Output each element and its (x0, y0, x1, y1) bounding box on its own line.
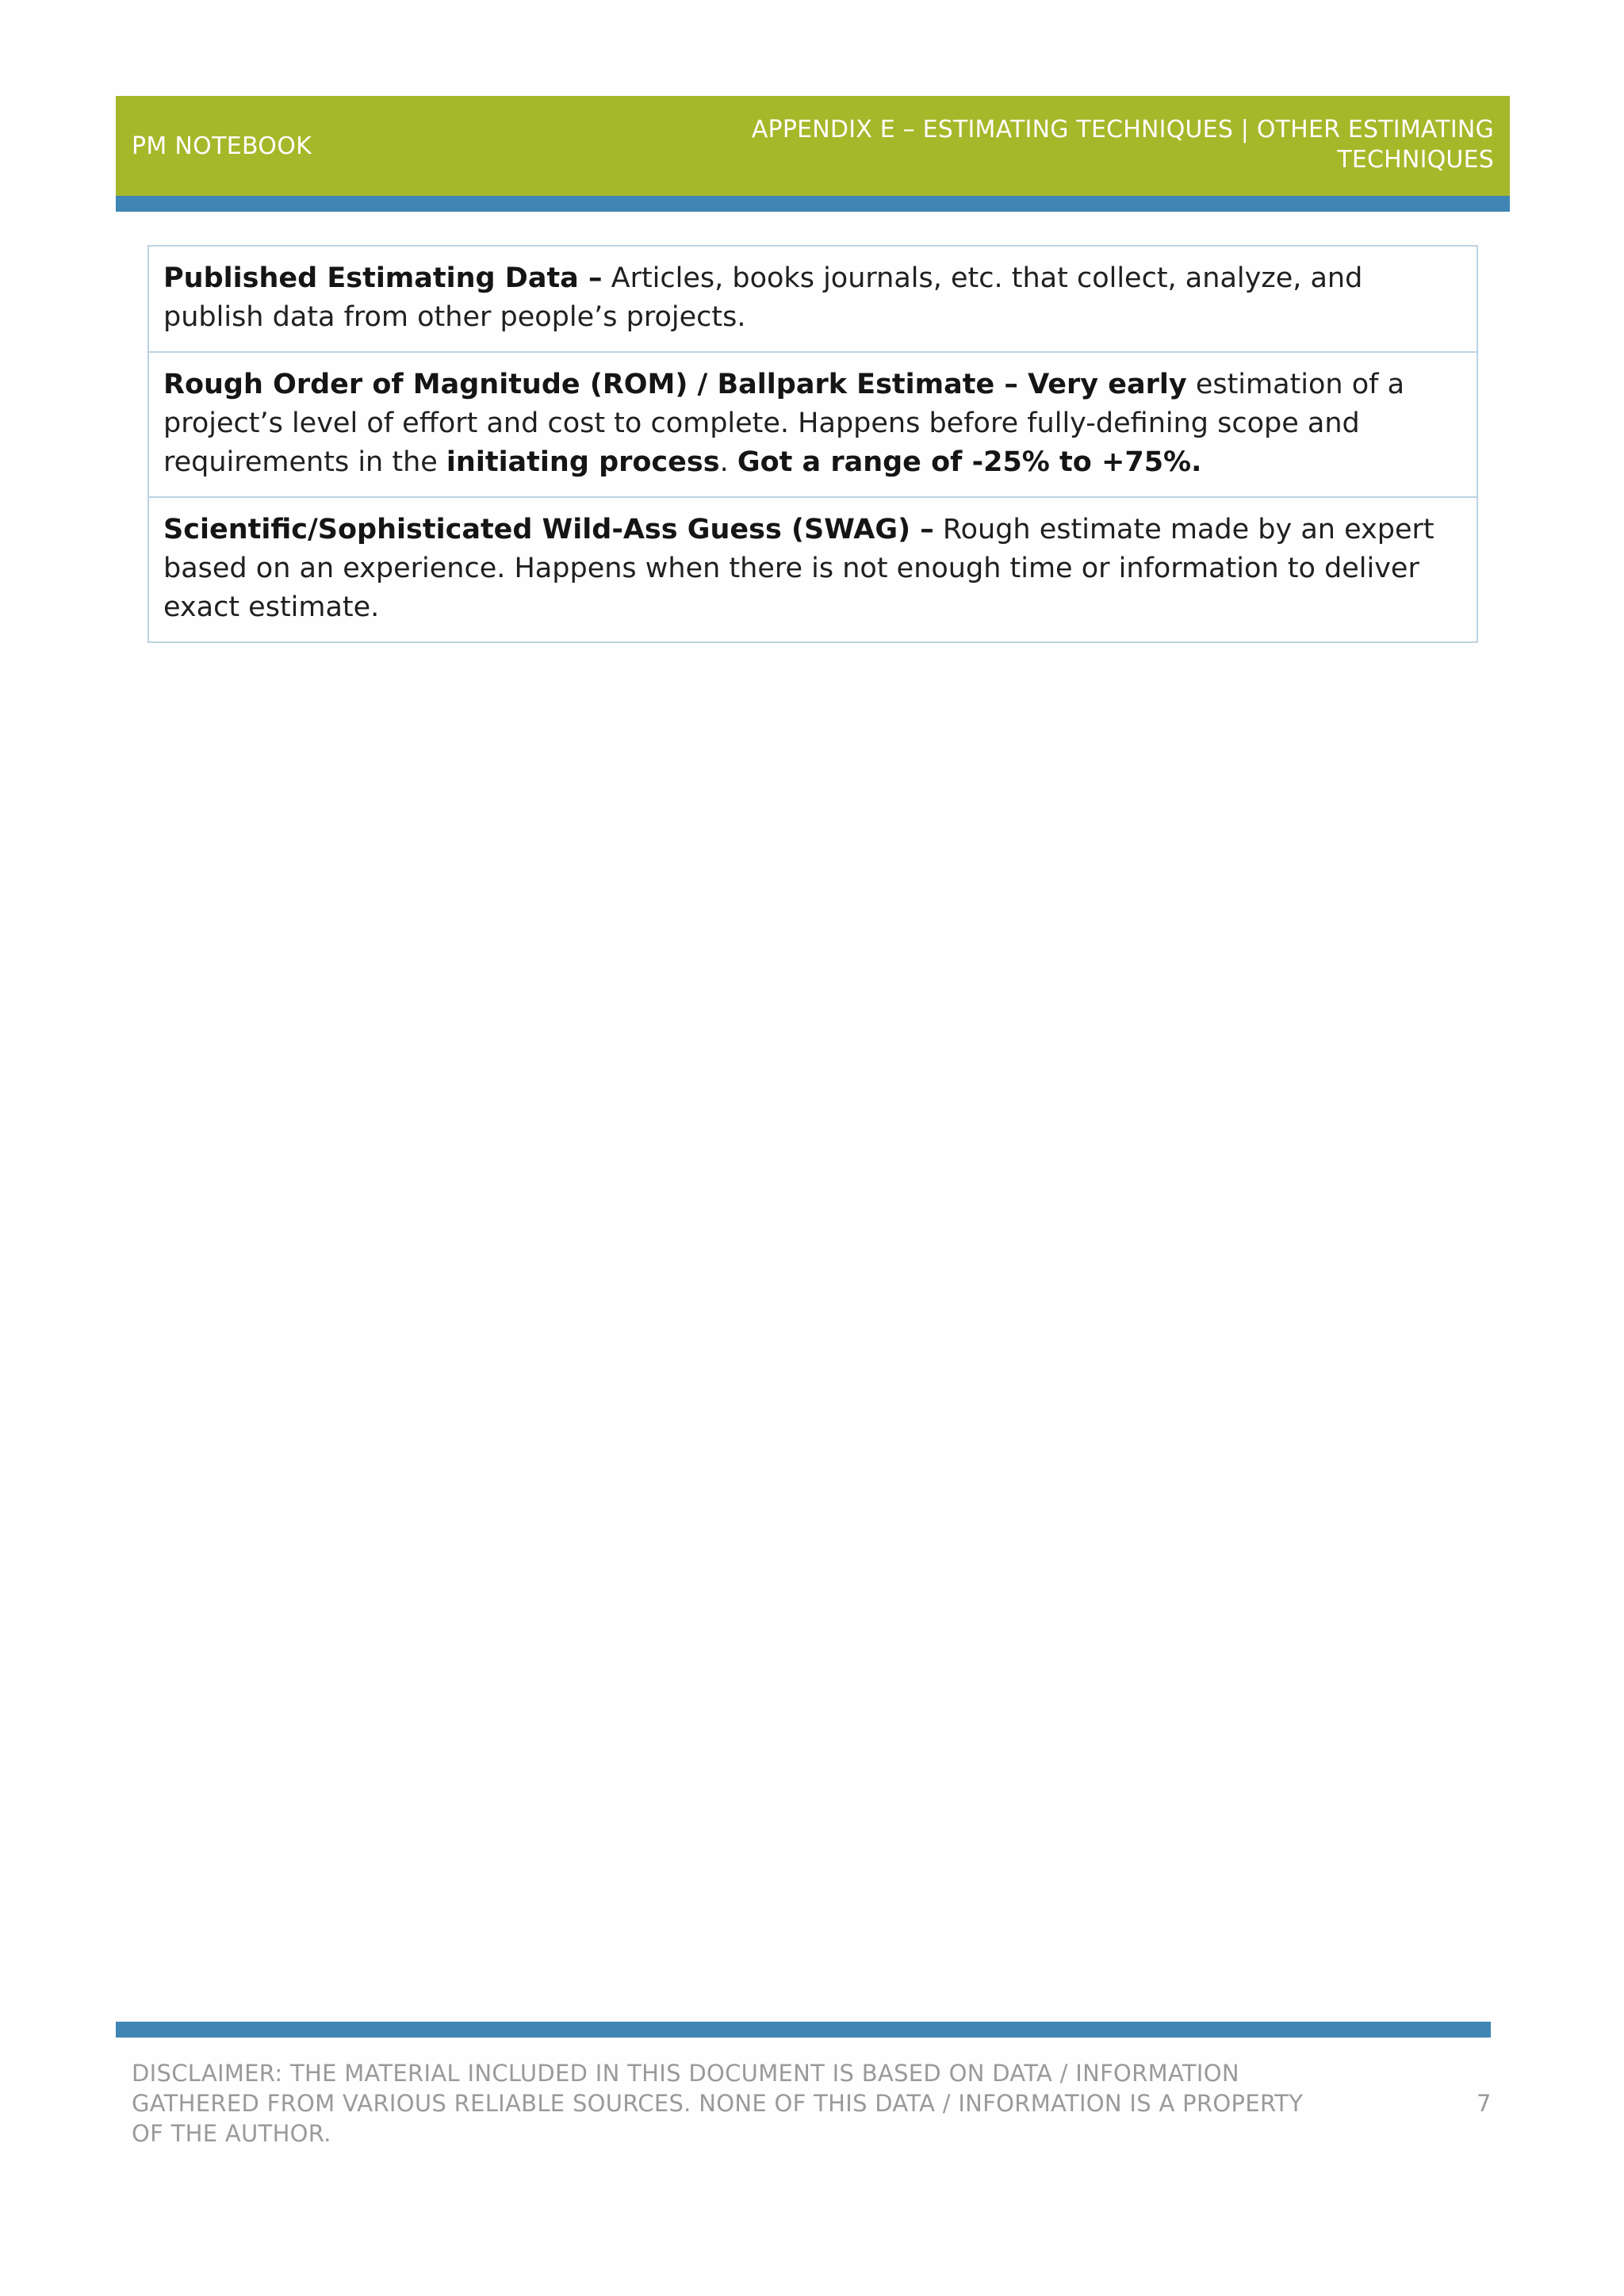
definition-text: estimation of a project’s level of effort and cost to complete. Happens before fully-defining scope and requirements in the (163, 369, 1405, 478)
definition-text: Articles, books journals, etc. that collect, analyze, and publish data from other people’s projects. (163, 262, 1363, 333)
definition-emphasis: initiating process (446, 446, 720, 478)
definition-text: . (719, 446, 737, 478)
header-left-title: PM NOTEBOOK (132, 132, 312, 160)
definition-row (149, 353, 1477, 498)
disclaimer-line: DISCLAIMER: THE MATERIAL INCLUDED IN THIS DOCUMENT IS BASED ON DATA / INFORMATION (132, 2060, 1239, 2087)
definition-emphasis: Got a range of -25% to +75%. (737, 446, 1202, 478)
footer-disclaimer (132, 2058, 1337, 2149)
definition-row (149, 498, 1477, 641)
definition-term: Rough Order of Magnitude (ROM) / Ballpark Estimate – Very early (163, 369, 1187, 400)
definitions-table (147, 245, 1478, 643)
disclaimer-line: GATHERED FROM VARIOUS RELIABLE SOURCES. NONE OF THIS DATA / INFORMATION IS A PROPERTY (132, 2090, 1304, 2117)
page-number: 7 (1477, 2090, 1492, 2117)
disclaimer-line: OF THE AUTHOR. (132, 2120, 331, 2147)
definition-text: Rough estimate made by an expert based on an experience. Happens when there is not enough time or information to deliver exact estimate. (163, 514, 1434, 623)
definition-term: Scientific/Sophisticated Wild-Ass Guess (SWAG) – (163, 514, 934, 545)
page-header (116, 96, 1510, 196)
definition-row (149, 247, 1477, 353)
header-right-title (701, 115, 1494, 175)
definition-term: Published Estimating Data – (163, 262, 603, 294)
header-right-title-line2: TECHNIQUES (1337, 146, 1494, 174)
header-accent-bar (116, 196, 1510, 212)
header-right-title-line1: APPENDIX E – ESTIMATING TECHNIQUES | OTHER ESTIMATING (751, 116, 1494, 144)
footer-accent-bar (116, 2022, 1491, 2038)
